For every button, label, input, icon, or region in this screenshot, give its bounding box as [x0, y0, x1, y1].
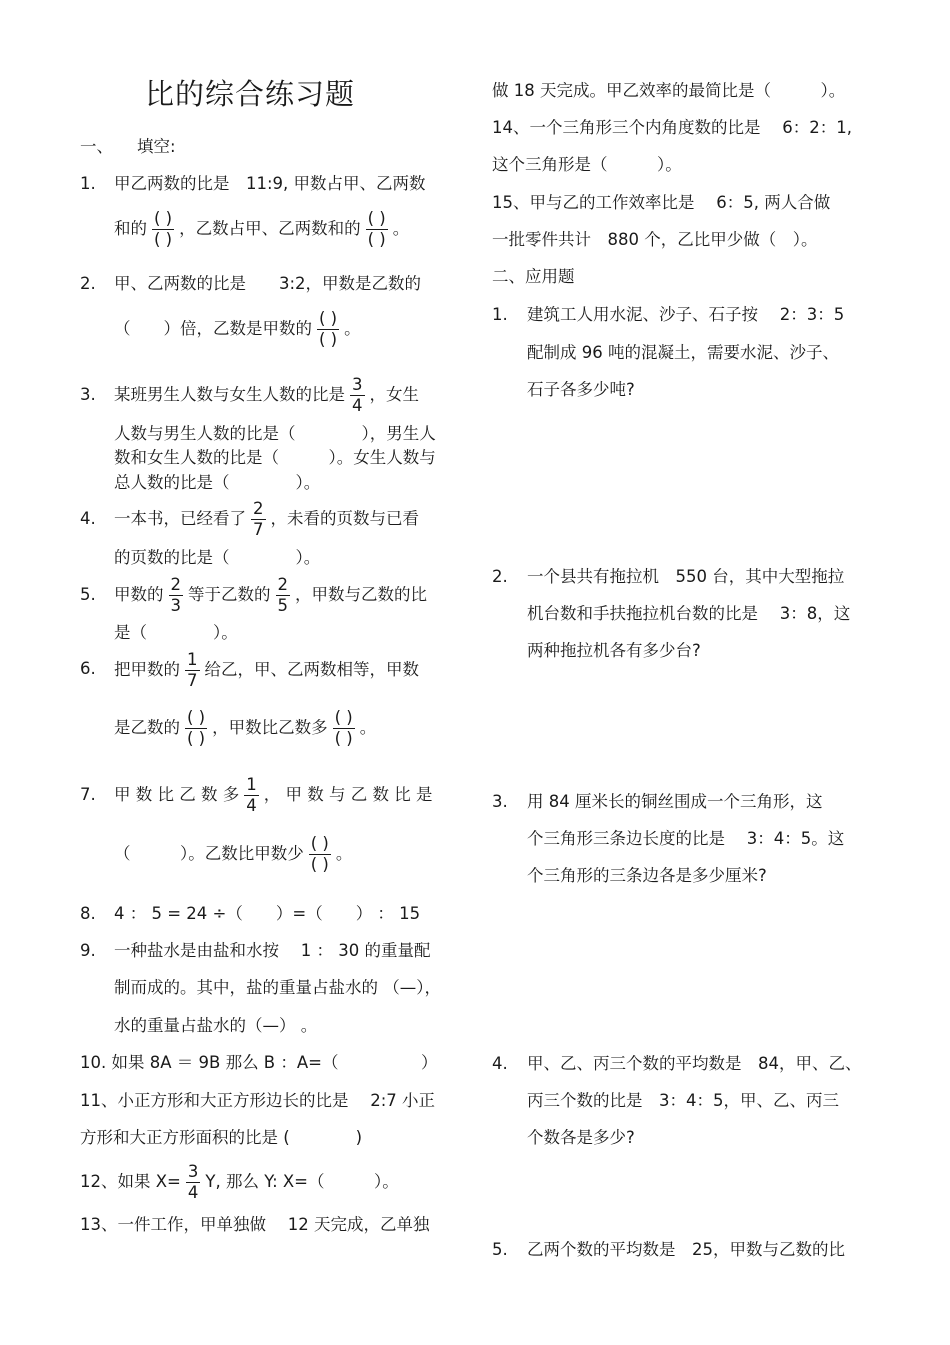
- q3-number: 3.: [80, 385, 96, 404]
- q1-number: 1.: [80, 174, 96, 193]
- a2-number: 2.: [492, 567, 508, 586]
- q5-number: 5.: [80, 585, 96, 604]
- q15-line2: 一批零件共计 880 个，乙比甲少做（ ）。: [492, 230, 818, 249]
- numerator: 1: [246, 775, 257, 794]
- q6-line2: [114, 708, 376, 749]
- q6-fraction: [185, 650, 200, 691]
- denominator: 7: [253, 520, 264, 539]
- q2-number: 2.: [80, 274, 96, 293]
- blank-numerator: ( ): [154, 209, 173, 228]
- a4-line3: 个数各是多少?: [527, 1128, 635, 1147]
- section-1-label: 填空:: [137, 137, 176, 156]
- a2-line1: 一个县共有拖拉机 550 台，其中大型拖拉: [527, 567, 845, 586]
- numerator: 1: [187, 650, 198, 669]
- q6-blank-fraction-2: [333, 708, 355, 749]
- denominator: 4: [246, 796, 257, 815]
- denominator: 4: [187, 1183, 199, 1202]
- q11-line2: 方形和大正方形面积的比是 ( ): [80, 1128, 363, 1147]
- a5-number: 5.: [492, 1240, 508, 1259]
- q6-number: 6.: [80, 659, 96, 678]
- q9-number: 9.: [80, 941, 96, 960]
- a1-line1: 建筑工人用水泥、沙子、石子按 2：3：5: [527, 305, 845, 324]
- q12-fraction: [186, 1162, 201, 1203]
- q5-text-a: 甲数的: [114, 585, 164, 604]
- a1-line3: 石子各多少吨?: [527, 380, 635, 399]
- q5-text-c: ，甲数与乙数的比: [295, 585, 427, 604]
- numerator: 3: [352, 375, 363, 394]
- q5-fraction-2: [276, 575, 291, 616]
- q3-line4: 总人数的比是（ ）。: [114, 473, 321, 492]
- q2-blank-fraction: [317, 309, 339, 350]
- a2-line2: 机台数和手扶拖拉机台数的比是 3：8，这: [527, 604, 851, 623]
- q9-line3: 水的重量占盐水的（—） 。: [114, 1016, 318, 1035]
- q1-blank-fraction-2: [366, 209, 388, 250]
- q9-line1: 一种盐水是由盐和水按 1 ： 30 的重量配: [114, 941, 431, 960]
- a1-line2: 配制成 96 吨的混凝土，需要水泥、沙子、: [527, 343, 839, 362]
- blank-numerator: ( ): [367, 209, 386, 228]
- q4-number: 4.: [80, 509, 96, 528]
- numerator: 3: [187, 1162, 199, 1181]
- section-1-number: 一、: [80, 137, 113, 156]
- q1-line2: [114, 209, 409, 250]
- a3-number: 3.: [492, 792, 508, 811]
- q3-text-b: ，女生: [369, 385, 419, 404]
- blank-denominator: ( ): [334, 729, 353, 748]
- q10-line1: 10. 如果 8A ＝ 9B 那么 B ：A=（ ）: [80, 1053, 438, 1072]
- denominator: 5: [277, 596, 288, 615]
- q14-line1: 14、一个三角形三个内角度数的比是 6：2：1,: [492, 118, 852, 137]
- blank-denominator: ( ): [187, 729, 206, 748]
- q5-line2: 是（ ）。: [114, 623, 238, 642]
- q4-text-a: 一本书，已经看了: [114, 509, 246, 528]
- a3-line3: 个三角形的三条边各是多少厘米?: [527, 866, 767, 885]
- q3-fraction: [350, 375, 365, 416]
- q2-line2: [114, 309, 361, 350]
- q13-line1: 13、一件工作，甲单独做 12 天完成，乙单独: [80, 1215, 430, 1234]
- q11-line1: 11、小正方形和大正方形边长的比是 2:7 小正: [80, 1091, 436, 1110]
- q12-text-b: Y, 那么 Y: X=（ ）。: [205, 1172, 399, 1191]
- q2-text-b: 。: [344, 319, 361, 338]
- q12-line1: [80, 1162, 399, 1203]
- q7-text-c: （ ）。乙数比甲数少: [114, 844, 304, 863]
- q7-text-b: ， 甲 数 与 乙 数 比 是: [263, 785, 433, 804]
- blank-numerator: ( ): [334, 708, 353, 727]
- blank-numerator: ( ): [310, 834, 329, 853]
- q1-line1: 甲乙两数的比是 11:9, 甲数占甲、乙两数: [114, 174, 426, 193]
- q1-blank-fraction-1: [152, 209, 174, 250]
- denominator: 7: [187, 671, 198, 690]
- numerator: 2: [277, 575, 288, 594]
- q7-number: 7.: [80, 785, 96, 804]
- denominator: 3: [170, 596, 181, 615]
- q2-line1: 甲、乙两数的比是 3:2，甲数是乙数的: [114, 274, 422, 293]
- page-title: 比的综合练习题: [145, 77, 356, 111]
- q1-text-a: 和的: [114, 219, 147, 238]
- q1-text-b: ，乙数占甲、乙两数和的: [179, 219, 361, 238]
- q5-line1: [114, 575, 427, 616]
- a5-line1: 乙两个数的平均数是 25，甲数与乙数的比: [527, 1240, 845, 1259]
- q8-number: 8.: [80, 904, 96, 923]
- q7-text-a: 甲 数 比 乙 数 多: [114, 785, 240, 804]
- a3-line2: 个三角形三条边长度的比是 3：4：5。这: [527, 829, 845, 848]
- q1-text-c: 。: [392, 219, 410, 238]
- q4-line2: 的页数的比是（ ）。: [114, 548, 321, 567]
- q6-text-d: ，甲数比乙数多: [212, 718, 328, 737]
- q4-line1: [114, 499, 419, 540]
- q8-line1: 4 ： 5 = 24 ÷（ ）=（ ） ： 15: [114, 904, 421, 923]
- q4-fraction: [251, 499, 266, 540]
- a4-line1: 甲、乙、丙三个数的平均数是 84，甲、乙、: [527, 1054, 862, 1073]
- q13-line2: 做 18 天完成。甲乙效率的最简比是（ ）。: [492, 81, 846, 100]
- blank-denominator: ( ): [310, 855, 329, 874]
- denominator: 4: [352, 396, 363, 415]
- a4-line2: 丙三个数的比是 3：4：5，甲、乙、丙三: [527, 1091, 839, 1110]
- blank-denominator: ( ): [367, 230, 386, 249]
- q7-text-d: 。: [335, 844, 353, 863]
- blank-denominator: ( ): [154, 230, 173, 249]
- q9-line2: 制而成的。其中，盐的重量占盐水的 （—），: [114, 978, 441, 997]
- q6-blank-fraction-1: [185, 708, 207, 749]
- q14-line2: 这个三角形是（ ）。: [492, 155, 682, 174]
- q12-text-a: 12、如果 X=: [80, 1172, 181, 1191]
- blank-numerator: ( ): [319, 309, 338, 328]
- q6-text-e: 。: [359, 718, 377, 737]
- q5-text-b: 等于乙数的: [188, 585, 271, 604]
- q6-text-c: 是乙数的: [114, 718, 180, 737]
- a3-line1: 用 84 厘米长的铜丝围成一个三角形，这: [527, 792, 823, 811]
- q7-line2: [114, 834, 352, 875]
- q4-text-b: ，未看的页数与已看: [270, 509, 419, 528]
- blank-denominator: ( ): [319, 330, 338, 349]
- a1-number: 1.: [492, 305, 508, 324]
- q3-line3: 数和女生人数的比是（ ）。女生人数与: [114, 448, 436, 467]
- q2-text-a: （ ）倍，乙数是甲数的: [114, 319, 312, 338]
- a4-number: 4.: [492, 1054, 508, 1073]
- q6-line1: [114, 650, 419, 691]
- q6-text-a: 把甲数的: [114, 660, 180, 679]
- q3-line2: 人数与男生人数的比是（ ），男生人: [114, 424, 436, 443]
- q6-text-b: 给乙，甲、乙两数相等，甲数: [204, 660, 419, 679]
- numerator: 2: [170, 575, 181, 594]
- q7-blank-fraction: [309, 834, 331, 875]
- q3-text-a: 某班男生人数与女生人数的比是: [114, 385, 345, 404]
- q15-line1: 15、甲与乙的工作效率比是 6：5, 两人合做: [492, 193, 831, 212]
- q7-line1: [114, 775, 432, 816]
- q7-fraction: [244, 775, 259, 816]
- q3-line1: [114, 375, 419, 416]
- blank-numerator: ( ): [187, 708, 206, 727]
- numerator: 2: [253, 499, 264, 518]
- section-2-heading: 二、应用题: [492, 267, 575, 286]
- q5-fraction-1: [169, 575, 184, 616]
- a2-line3: 两种拖拉机各有多少台?: [527, 641, 701, 660]
